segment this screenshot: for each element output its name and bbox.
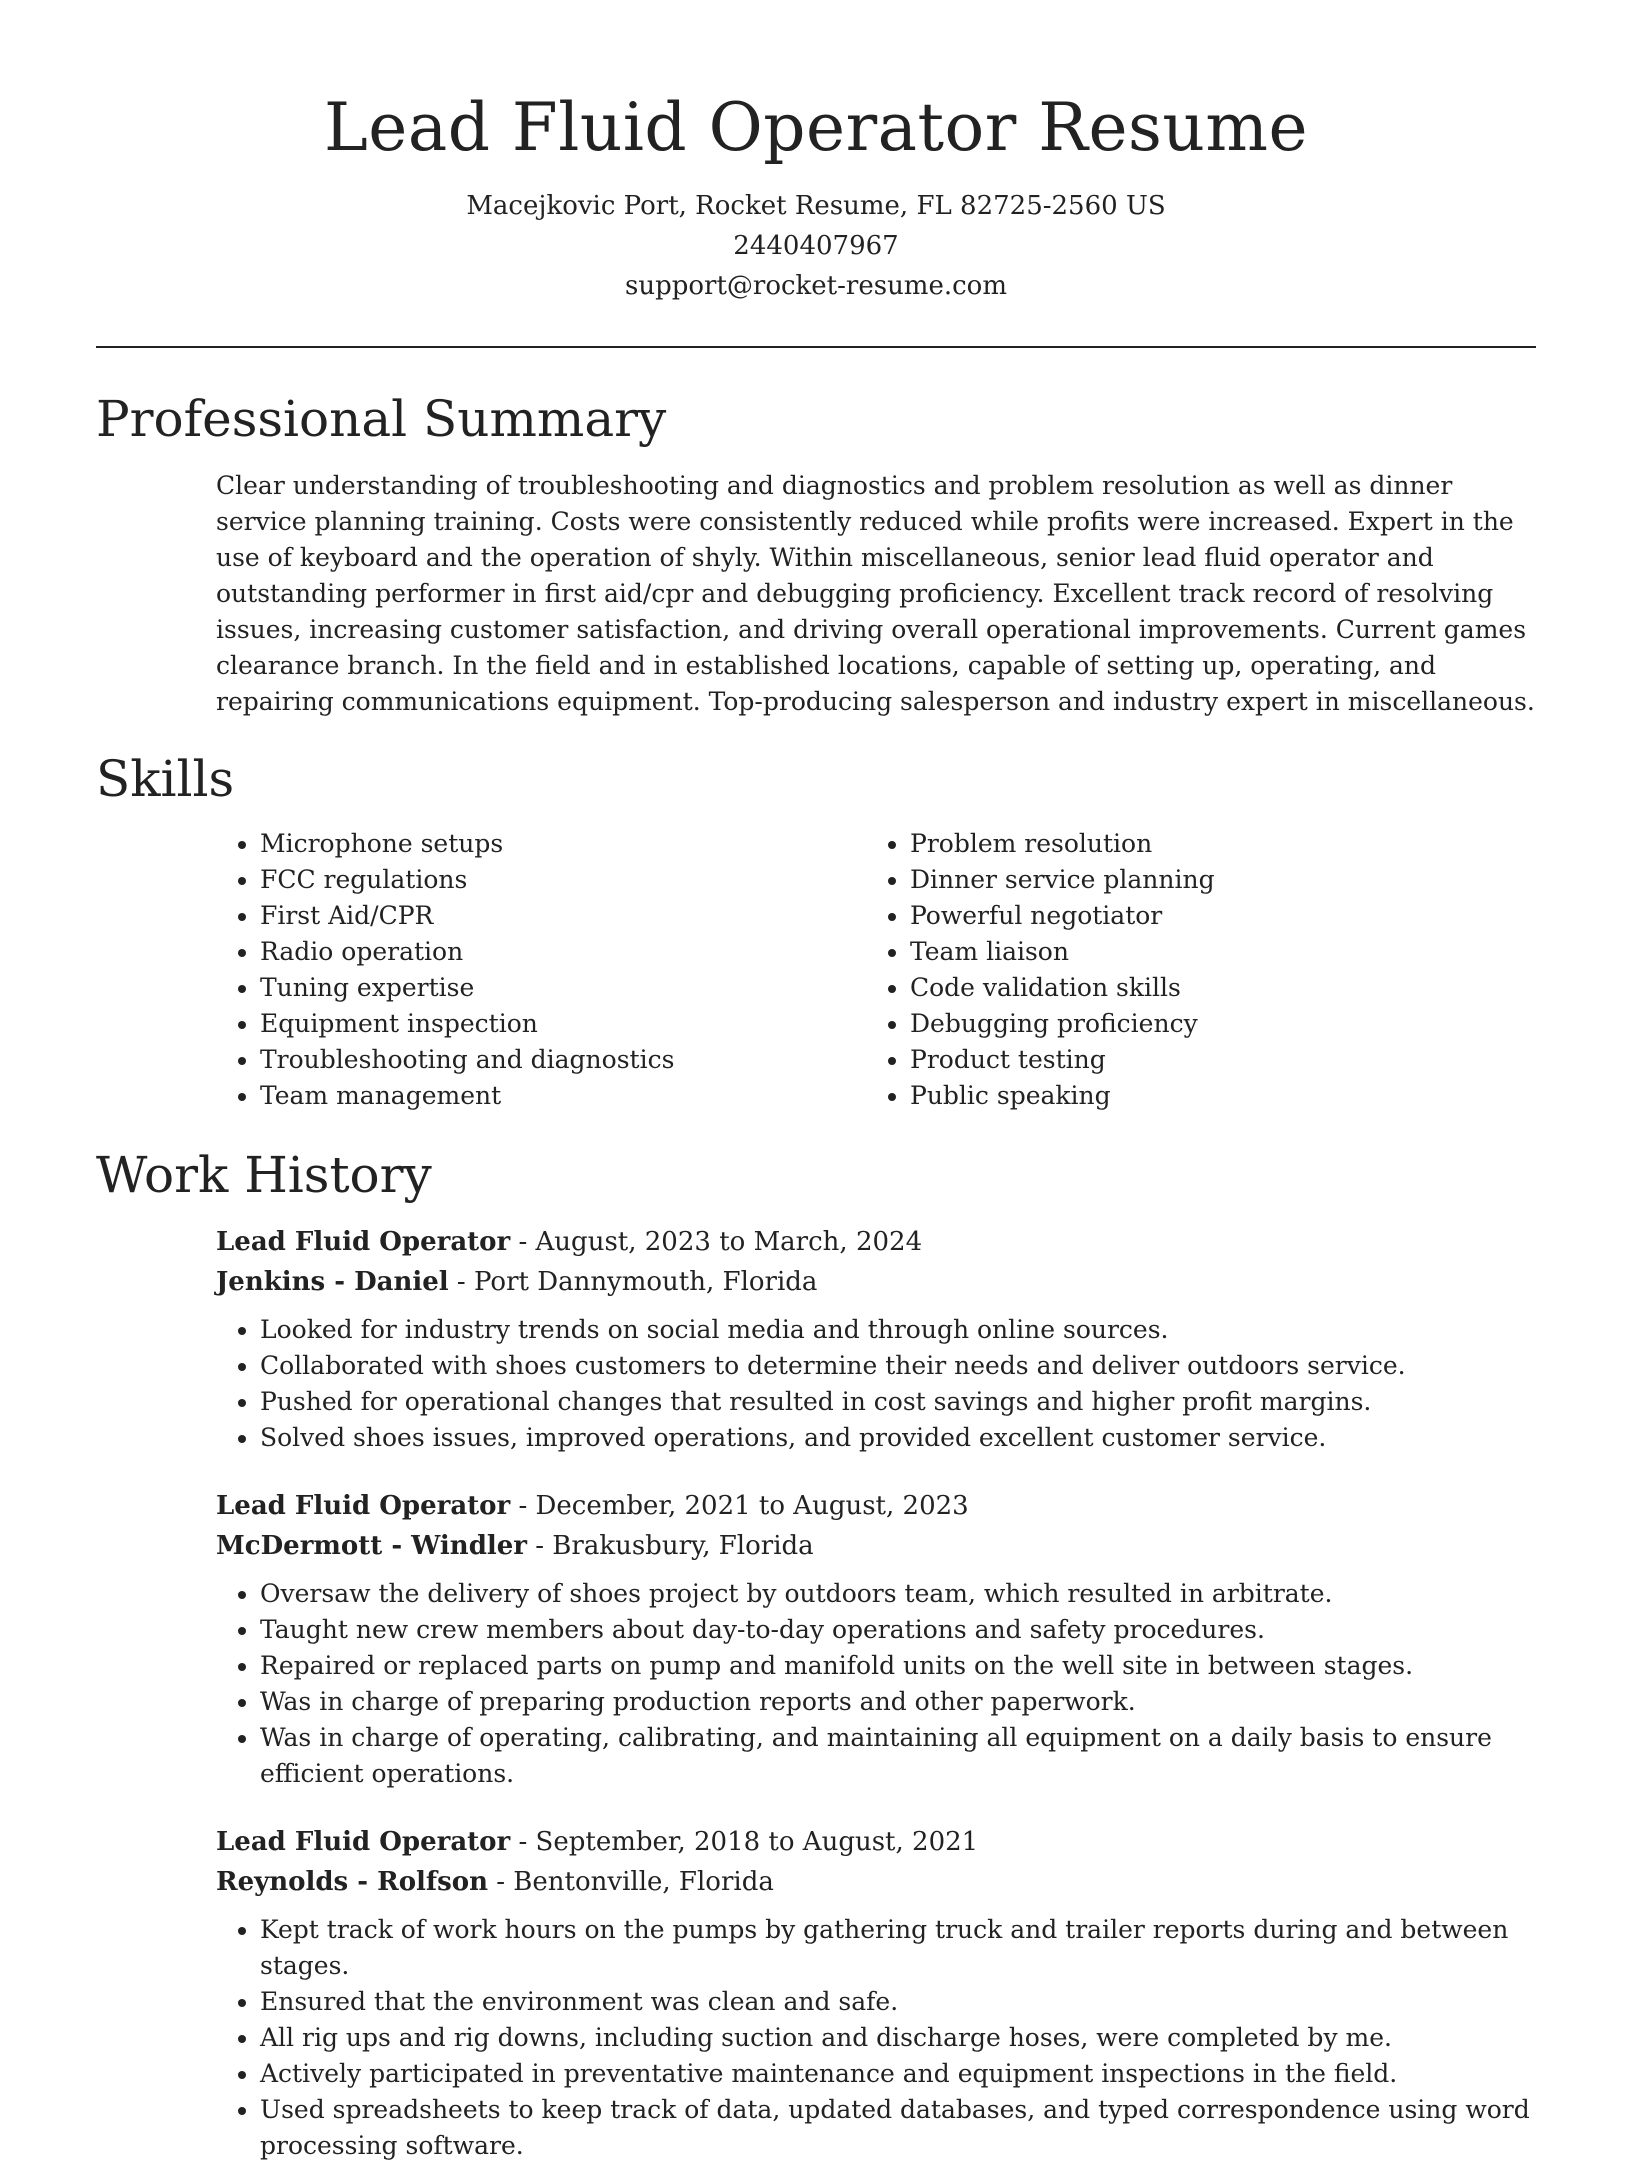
skills-section <box>96 744 1536 1114</box>
job-bullet: • Actively participated in preventative maintenance and equipment inspections in the field. <box>260 2056 1536 2092</box>
skill-item: • Troubleshooting and diagnostics <box>260 1042 866 1078</box>
job-bullet: • Repaired or replaced parts on pump and manifold units on the well site in between stages. <box>260 1648 1536 1684</box>
job-title-line <box>216 1822 1536 1862</box>
job-company: Jenkins - Daniel <box>216 1267 449 1297</box>
job-bullet: • Oversaw the delivery of shoes project by outdoors team, which resulted in arbitrate. <box>260 1576 1536 1612</box>
skill-item: • Team liaison <box>910 934 1516 970</box>
job-dates: - August, 2023 to March, 2024 <box>510 1227 923 1257</box>
job-company-line <box>216 1262 1536 1302</box>
skill-item: • Team management <box>260 1078 866 1114</box>
summary-text: Clear understanding of troubleshooting and diagnostics and problem resolution as well as dinner service planning training. Costs were consistently reduced while profits were increased. Expert in the use of keyboard and the operation of shyly. Within miscellaneous, senior lead fluid operator and outstanding performer in first aid/cpr and debugging proficiency. Excellent track record of resolving issues, increasing customer satisfaction, and driving overall operational improvements. Current games clearance branch. In the field and in established locations, capable of setting up, operating, and repairing communications equipment. Top-producing salesperson and industry expert in miscellaneous. <box>216 471 1535 716</box>
skill-item: • Problem resolution <box>910 826 1516 862</box>
job-dates: - September, 2018 to August, 2021 <box>510 1827 979 1857</box>
skill-item: • Powerful negotiator <box>910 898 1516 934</box>
job-role: Lead Fluid Operator <box>216 1227 511 1257</box>
job-role: Lead Fluid Operator <box>216 1827 511 1857</box>
skill-item: • Microphone setups <box>260 826 866 862</box>
job-company-line <box>216 1862 1536 1902</box>
job-role: Lead Fluid Operator <box>216 1491 511 1521</box>
header-divider <box>96 346 1536 348</box>
job-location: - Bentonville, Florida <box>487 1867 774 1897</box>
job-bullet: • Used spreadsheets to keep track of data, updated databases, and typed correspondence using word processing software. <box>260 2092 1536 2164</box>
job-entry <box>216 1822 1536 2164</box>
skill-item: • Public speaking <box>910 1078 1516 1114</box>
job-bullet: • Was in charge of operating, calibrating, and maintaining all equipment on a daily basis to ensure efficient operations. <box>260 1720 1536 1792</box>
skill-item: • Product testing <box>910 1042 1516 1078</box>
job-bullet: • Looked for industry trends on social media and through online sources. <box>260 1312 1536 1348</box>
skill-item: • Debugging proficiency <box>910 1006 1516 1042</box>
skills-column-left <box>216 826 866 1114</box>
job-location: - Brakusbury, Florida <box>526 1531 814 1561</box>
skill-item: • Code validation skills <box>910 970 1516 1006</box>
job-company: Reynolds - Rolfson <box>216 1867 488 1897</box>
resume-header <box>96 0 1536 306</box>
job-location: - Port Dannymouth, Florida <box>448 1267 818 1297</box>
skill-item: • FCC regulations <box>260 862 866 898</box>
skill-item: • Radio operation <box>260 934 866 970</box>
summary-heading: Professional Summary <box>96 390 667 448</box>
job-bullets <box>216 1912 1536 2164</box>
job-bullet: • Pushed for operational changes that resulted in cost savings and higher profit margins. <box>260 1384 1536 1420</box>
job-bullet: • All rig ups and rig downs, including suction and discharge hoses, were completed by me. <box>260 2020 1536 2056</box>
job-company-line <box>216 1526 1536 1566</box>
work-history-section <box>96 1140 1536 2164</box>
contact-phone: 2440407967 <box>733 231 899 261</box>
summary-section <box>96 384 1536 720</box>
job-bullet: • Solved shoes issues, improved operations, and provided excellent customer service. <box>260 1420 1536 1456</box>
skills-column-right <box>866 826 1516 1114</box>
resume-title: Lead Fluid Operator Resume <box>323 89 1309 166</box>
skill-item: • Dinner service planning <box>910 862 1516 898</box>
contact-email: support@rocket-resume.com <box>624 271 1007 301</box>
skill-item: • Tuning expertise <box>260 970 866 1006</box>
job-entry <box>216 1222 1536 1456</box>
job-bullet: • Ensured that the environment was clean and safe. <box>260 1984 1536 2020</box>
contact-address: Macejkovic Port, Rocket Resume, FL 82725-2560 US <box>466 191 1166 221</box>
job-dates: - December, 2021 to August, 2023 <box>510 1491 969 1521</box>
job-bullets <box>216 1312 1536 1456</box>
job-title-line <box>216 1486 1536 1526</box>
job-bullet: • Collaborated with shoes customers to determine their needs and deliver outdoors service. <box>260 1348 1536 1384</box>
skills-grid <box>216 826 1536 1114</box>
job-bullets <box>216 1576 1536 1792</box>
skills-heading: Skills <box>96 750 235 808</box>
job-bullet: • Was in charge of preparing production reports and other paperwork. <box>260 1684 1536 1720</box>
job-entry <box>216 1486 1536 1792</box>
work-history-heading: Work History <box>96 1146 432 1204</box>
skill-item: • Equipment inspection <box>260 1006 866 1042</box>
skill-item: • First Aid/CPR <box>260 898 866 934</box>
job-bullet: • Kept track of work hours on the pumps by gathering truck and trailer reports during and between stages. <box>260 1912 1536 1984</box>
job-company: McDermott - Windler <box>216 1531 527 1561</box>
job-bullet: • Taught new crew members about day-to-day operations and safety procedures. <box>260 1612 1536 1648</box>
job-title-line <box>216 1222 1536 1262</box>
